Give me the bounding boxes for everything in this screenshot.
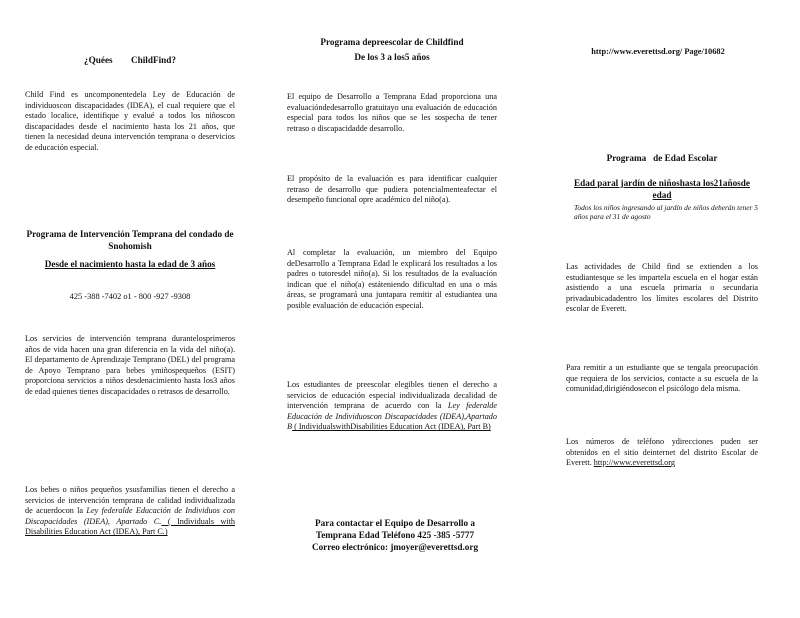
babies-rights-paragraph bbox=[25, 485, 235, 538]
intervention-phone: 425 -388 -7402 o1 - 800 -927 -9308 bbox=[69, 292, 191, 301]
idea-part-b-english: ( IndividualswithDisabilities Education Act (IDEA), Part B) bbox=[292, 422, 491, 432]
what-is-childfind-title: ¿Quées ChildFind? bbox=[84, 55, 176, 65]
birth-to-three-label: Desde el nacimiento hasta la edad de 3 años bbox=[44, 259, 216, 269]
idea-part-c-law: Ley federalde Educación de Individuos con Discapacidades (IDEA), Apartado C. bbox=[25, 506, 235, 526]
preschool-rights-paragraph bbox=[287, 380, 497, 433]
babies-rights-text: Los bebes o niños pequeños ysusfamilias tienen el derecho a servicios de intervención temprana de calidad individualizada de acuerdocon la bbox=[25, 485, 235, 516]
preschool-program-title: Programa depreescolar de Childfind bbox=[320, 37, 464, 47]
district-url-header: http://www.everettsd.org/ Page/10682 bbox=[591, 47, 725, 56]
school-age-program-title: Programa de Edad Escolar bbox=[606, 153, 718, 163]
intervention-program-title: Programa de Intervención Temprana del condado de Snohomish bbox=[26, 229, 234, 251]
district-website-link[interactable]: http://www.everettsd.org bbox=[593, 458, 675, 468]
idea-part-b-law: Ley federalde Educación de Individuoscon Discapacidades (IDEA),Apartado B bbox=[287, 401, 498, 432]
birth-to-three-title bbox=[25, 258, 235, 270]
evaluation-purpose-paragraph: El propósito de la evaluación es para identificar cualquier retraso de desarrollo que pudiera potencialmenteafectar el desempeño funcional opre académico del niño(a). bbox=[287, 174, 497, 205]
contact-info: Para contactar el Equipo de Desarrollo a Temprana Edad Teléfono 425 -385 -5777 Correo electrónico: jmoyer@everettsd.org bbox=[311, 518, 479, 553]
kindergarten-age-title bbox=[566, 177, 758, 201]
preschool-rights-text: Los estudiantes de preescolar elegibles tienen el derecho a servicios de educación especial individualizada decalidad de intervención temprana de acuerdo con la bbox=[287, 380, 497, 411]
left-panel bbox=[25, 0, 235, 618]
age-requirement-note: Todos los niños ingresando al jardín de niños deberán tener 5 años para el 31 de agosto bbox=[574, 203, 758, 221]
phone-directory-text: Los números de teléfono ydirecciones puden ser obtenidos en el sitio deinternet del distrito Escolar de Everett. bbox=[566, 437, 758, 468]
referral-paragraph: Para remitir a un estudiante que se tengala preocupación que requiera de los servicios, contacte a su escuela de la comunidad,dirigiéndosecon el psicólogo dela misma. bbox=[566, 363, 758, 394]
middle-panel bbox=[287, 0, 497, 618]
phone-directory-paragraph bbox=[566, 437, 758, 469]
right-panel bbox=[566, 0, 758, 618]
preschool-age-title: De los 3 a los5 años bbox=[354, 52, 430, 62]
evaluation-results-paragraph: Al completar la evaluación, un miembro del Equipo deDesarrollo a Temprana Edad le explicará los resultados a los padres o tutoresdel niño(a). Si los resultados de la evaluación indican que el niño(a) estáteniendo dificultad en una o más áreas, se programará una juntapara remitir al estudiantea una posible evaluación de educación especial. bbox=[287, 248, 497, 310]
evaluation-team-paragraph: El equipo de Desarrollo a Temprana Edad proporciona una evaluacióndedesarrollo gratuitayo una evaluación de educación especial para todos los niños que se les sospecha de tener retraso o discapacidadde desarrollo. bbox=[287, 92, 497, 133]
idea-part-c-english: ( Individuals with Disabilities Education Act (IDEA), Part C.) bbox=[25, 516, 236, 537]
early-intervention-paragraph: Los servicios de intervención temprana durantelosprimeros años de vida hacen una gran diferencia en la vida del niño(a). El departamento de Aprendizaje Temprano (DEL) del programa de Apoyo Temprano para bebes ymiñospequeños (ESIT) proporciona servicios a niños desdenacimiento hasta los3 años de edad quienes tienes discapacidades o retrasos de desarrollo. bbox=[25, 334, 235, 396]
childfind-intro-paragraph: Child Find es uncomponentedela Ley de Educación de individuoscon discapacidades (IDEA), el cual requiere que el estado localice, identifique y evalué a todos los niñoscon discapacidades desde el nacimiento hasta los 21 años, que tienen la necesidad deuna intervención temprana o deservicios de educación especial. bbox=[25, 90, 235, 152]
childfind-activities-paragraph: Las actividades de Child find se extienden a los estudiantesque se les imparteIa escuela en el hogar están asistiendo a una escuela primaria o secundaria privadaubicadadentro los límites escolares del Distrito escolar de Everett. bbox=[566, 262, 758, 314]
kindergarten-age-label: Edad paral jardín de niñoshasta los21añosde edad bbox=[574, 178, 750, 200]
